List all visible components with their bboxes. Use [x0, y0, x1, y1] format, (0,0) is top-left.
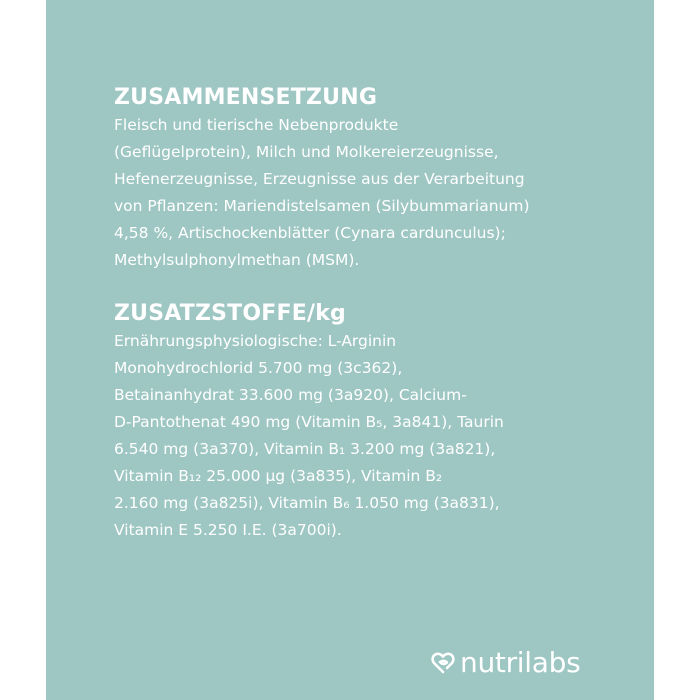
additives-title: ZUSATZSTOFFE/kg [114, 301, 346, 326]
ingredients-content [114, 84, 654, 544]
additives-text [114, 328, 654, 544]
composition-line: von Pflanzen: Mariendistelsamen (Silybummarianum) [114, 197, 530, 215]
composition-line: 4,58 %, Artischockenblätter (Cynara cardunculus); [114, 224, 506, 242]
brand-name: nutrilabs [460, 646, 581, 679]
additives-line: Vitamin B₁₂ 25.000 µg (3a835), Vitamin B₂ [114, 467, 443, 485]
additives-line: Monohydrochlorid 5.700 mg (3c362), [114, 359, 403, 377]
composition-line: Methylsulphonylmethan (MSM). [114, 251, 360, 269]
composition-title: ZUSAMMENSETZUNG [114, 85, 378, 110]
composition-section [114, 84, 654, 274]
additives-line: 2.160 mg (3a825i), Vitamin B₆ 1.050 mg (3a831), [114, 494, 500, 512]
composition-line: Fleisch und tierische Nebenprodukte [114, 116, 399, 134]
composition-line: Hefenerzeugnisse, Erzeugnisse aus der Verarbeitung [114, 170, 525, 188]
additives-line: Betainanhydrat 33.600 mg (3a920), Calcium- [114, 386, 467, 404]
brand-logo [430, 647, 580, 679]
additives-line: D-Pantothenat 490 mg (Vitamin B₅, 3a841), Taurin [114, 413, 504, 431]
additives-line: Vitamin E 5.250 I.E. (3a700i). [114, 521, 342, 539]
composition-text [114, 112, 654, 274]
additives-line: 6.540 mg (3a370), Vitamin B₁ 3.200 mg (3a821), [114, 440, 496, 458]
composition-line: (Geflügelprotein), Milch und Molkereierzeugnisse, [114, 143, 499, 161]
heart-leaf-icon [430, 650, 456, 676]
content-panel [46, 0, 654, 700]
additives-section [114, 300, 654, 544]
additives-line: Ernährungsphysiologische: L-Arginin [114, 332, 397, 350]
